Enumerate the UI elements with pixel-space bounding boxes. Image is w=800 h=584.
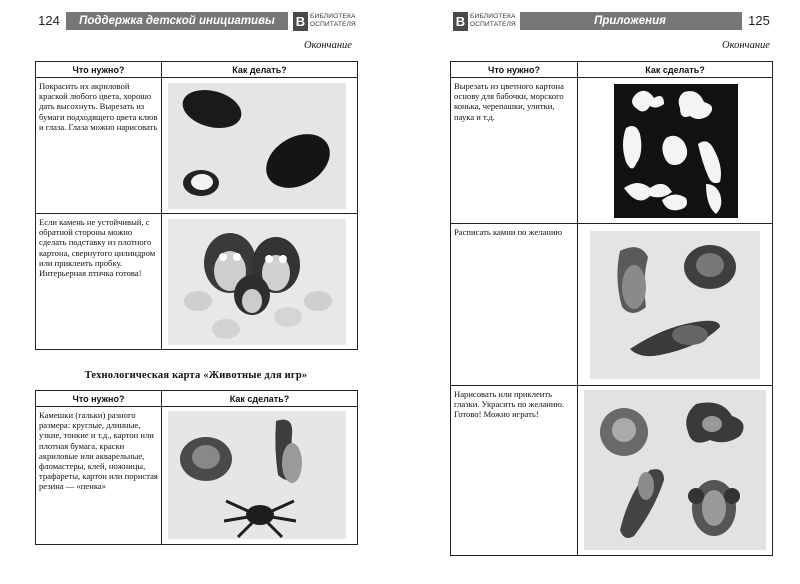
badge-letter: В bbox=[453, 12, 468, 31]
photo-stone-penguins bbox=[168, 219, 346, 345]
photo-painted-animals bbox=[590, 231, 760, 379]
library-badge bbox=[293, 11, 356, 31]
library-badge bbox=[453, 11, 516, 31]
header-title: Поддержка детской инициативы bbox=[79, 15, 275, 27]
table-row-text: Нарисовать или приклеить глазки. Украсить по желанию. Готово! Можно играть! bbox=[451, 386, 578, 556]
column-header-what: Что нужно? bbox=[451, 62, 578, 78]
photo-cell bbox=[578, 386, 773, 556]
photo-cell bbox=[578, 78, 773, 224]
badge-letter: В bbox=[293, 12, 308, 31]
cutouts-illustration bbox=[614, 84, 738, 218]
badge-line2: ОСПИТАТЕЛЯ bbox=[470, 21, 516, 28]
continuation-label: Окончание bbox=[722, 40, 770, 51]
photo-cell bbox=[578, 224, 773, 386]
finished-animals-illustration bbox=[584, 390, 766, 550]
photo-cell bbox=[162, 78, 358, 214]
page-header bbox=[32, 12, 288, 30]
stones-illustration bbox=[168, 83, 346, 209]
badge-line1: БИБЛИОТЕКА bbox=[310, 13, 356, 20]
table-row-text: Если камень не устойчивый, с обратной стороны можно сделать подставку из плотного картона, свернутого цилиндром или приклеить пробку. Интерьерная птичка готова! bbox=[36, 214, 162, 350]
table-2 bbox=[35, 390, 358, 545]
page-header bbox=[520, 12, 776, 30]
photo-animals bbox=[168, 411, 346, 539]
column-header-how: Как сделать? bbox=[162, 391, 358, 407]
page-number: 125 bbox=[742, 12, 776, 30]
painted-animals-illustration bbox=[590, 231, 760, 379]
right-page bbox=[400, 0, 800, 584]
column-header-how: Как сделать? bbox=[578, 62, 773, 78]
photo-cell bbox=[162, 214, 358, 350]
badge-line1: БИБЛИОТЕКА bbox=[470, 13, 516, 20]
table-1 bbox=[450, 61, 773, 556]
table-row-text: Покрасить их акриловой краской любого цвета, хорошо дать высохнуть. Вырезать из бумаги подходящего цвета клюв и глаза. Глаза можно нарисовать bbox=[36, 78, 162, 214]
badge-line2: ОСПИТАТЕЛЯ bbox=[310, 21, 356, 28]
continuation-label: Окончание bbox=[304, 40, 352, 51]
table-1 bbox=[35, 61, 358, 350]
table-row-text: Камешки (гальки) разного размера: круглые, длинные, узкие, тонкие и т.д., картон или плотная бумага, краски акриловые или акварельные, фломастеры, клей, ножницы, трафареты, картон или пористая резина — «пенка» bbox=[36, 407, 162, 545]
column-header-what: Что нужно? bbox=[36, 391, 162, 407]
photo-cell bbox=[162, 407, 358, 545]
column-header-what: Что нужно? bbox=[36, 62, 162, 78]
animals-illustration bbox=[168, 411, 346, 539]
table-row-text: Вырезать из цветного картона основу для бабочки, морского конька, черепашки, улитки, паука и т.д. bbox=[451, 78, 578, 224]
section-title: Технологическая карта «Животные для игр» bbox=[84, 370, 308, 381]
table-row-text: Расписать камни по желанию bbox=[451, 224, 578, 386]
penguins-illustration bbox=[168, 219, 346, 345]
photo-cutout-shapes bbox=[614, 84, 738, 218]
header-title: Приложения bbox=[594, 15, 666, 27]
photo-finished-animals bbox=[584, 390, 766, 550]
column-header-how: Как делать? bbox=[162, 62, 358, 78]
page-number: 124 bbox=[32, 12, 66, 30]
photo-painted-stones bbox=[168, 83, 346, 209]
